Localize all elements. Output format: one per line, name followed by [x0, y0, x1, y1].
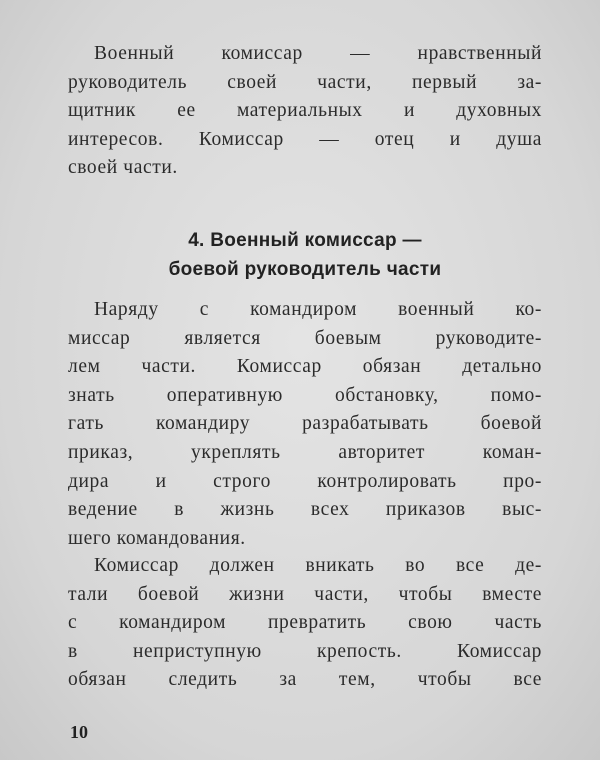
text-line: в неприступную крепость. Комиссар: [68, 640, 542, 662]
heading-line: боевой руководитель части: [168, 259, 442, 280]
text-line: своей части.: [68, 157, 178, 179]
text-line: обязан следить за тем, чтобы все: [68, 669, 542, 691]
paragraph-2: [68, 296, 542, 553]
text-line: Военный комиссар — нравственный: [94, 43, 542, 64]
text-line: щитник ее материальных и духовных: [68, 100, 542, 122]
text-line: ведение в жизнь всех приказов выс-: [68, 499, 542, 521]
text-line: миссар является боевым руководите-: [68, 327, 542, 349]
text-line: гать командиру разрабатывать боевой: [68, 413, 542, 435]
text-line: руководитель своей части, первый за-: [68, 71, 542, 93]
section-heading: [68, 226, 542, 284]
text-line: интересов. Комиссар — отец и душа: [68, 128, 542, 150]
paragraph-3: [68, 552, 542, 695]
text-line: с командиром превратить свою часть: [68, 612, 542, 634]
text-line: знать оперативную обстановку, помо-: [68, 384, 542, 406]
heading-line: 4. Военный комиссар —: [188, 230, 422, 251]
text-line: Наряду с командиром военный ко-: [94, 299, 542, 320]
paragraph-1: [68, 40, 542, 183]
page-number: 10: [70, 722, 88, 742]
text-line: лем части. Комиссар обязан детально: [68, 356, 542, 378]
text-line: дира и строго контролировать про-: [68, 470, 542, 492]
text-line: тали боевой жизни части, чтобы вместе: [68, 583, 542, 605]
text-line: приказ, укреплять авторитет коман-: [68, 441, 542, 463]
text-line: шего командования.: [68, 527, 246, 549]
text-line: Комиссар должен вникать во все де-: [94, 555, 542, 576]
